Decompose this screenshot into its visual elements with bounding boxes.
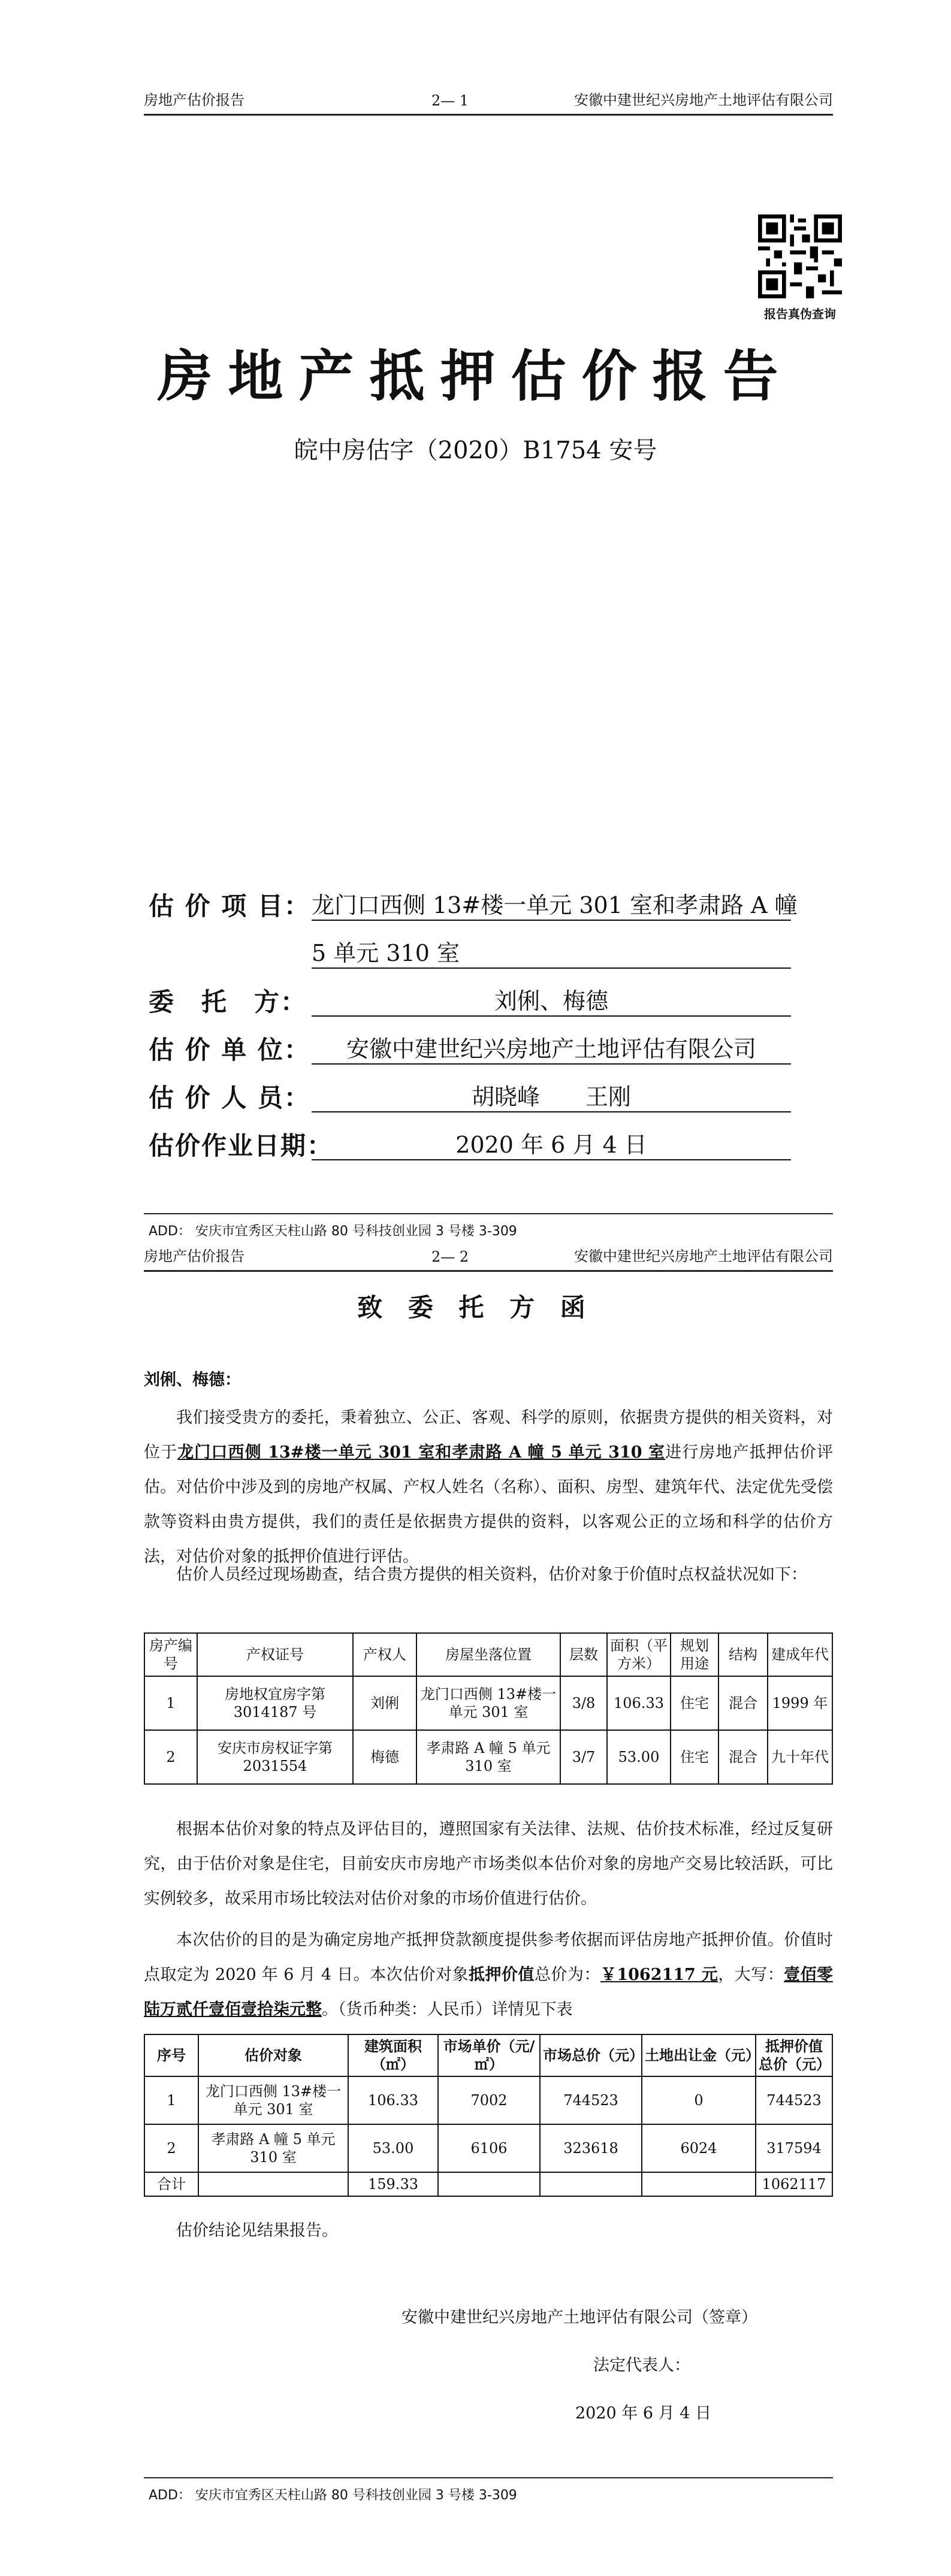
table-row	[144, 2076, 832, 2124]
t2-cell: 2	[144, 2124, 198, 2172]
t1-header: 产权证号	[197, 1633, 353, 1676]
signature-representative: 法定代表人：	[593, 2356, 690, 2375]
t2-cell: 159.33	[348, 2172, 438, 2196]
table-row	[144, 1730, 832, 1784]
t1-cell: 1	[144, 1676, 197, 1730]
t1-header: 产权人	[353, 1633, 416, 1676]
appraisers-value: 胡晓峰 王刚	[312, 1078, 791, 1112]
t2-header: 建筑面积（㎡）	[348, 2034, 438, 2076]
t2-cell: 6106	[438, 2124, 540, 2172]
t2-cell: 6024	[642, 2124, 756, 2172]
t2-cell: 1062117	[756, 2172, 832, 2196]
client-label: 委 托 方：	[149, 987, 307, 1017]
t1-cell: 3/7	[560, 1730, 607, 1784]
t2-header: 市场单价（元/㎡）	[438, 2034, 540, 2076]
project-value-line2: 5 单元 310 室	[312, 935, 791, 969]
signature-date: 2020 年 6 月 4 日	[575, 2404, 711, 2423]
t1-header: 面积（平方米）	[607, 1633, 671, 1676]
t1-cell: 房地权宜房字第 3014187 号	[197, 1676, 353, 1730]
t1-cell: 住宅	[671, 1730, 718, 1784]
paragraph-4-text-c: 总价为：	[534, 1966, 600, 1984]
date-value: 2020 年 6 月 4 日	[312, 1126, 791, 1160]
t1-header: 结构	[718, 1633, 768, 1676]
letter-title: 致 委 托 方 函	[357, 1293, 594, 1322]
t1-cell: 龙门口西侧 13#楼一单元 301 室	[416, 1676, 560, 1730]
paragraph-4-total-amount: ￥1062117 元	[600, 1966, 718, 1984]
appraisers-label: 估 价 人 员：	[149, 1083, 310, 1112]
t2-cell	[540, 2172, 642, 2196]
t1-cell: 住宅	[671, 1676, 718, 1730]
t2-cell: 53.00	[348, 2124, 438, 2172]
t1-cell: 梅德	[353, 1730, 416, 1784]
t2-header: 估价对象	[198, 2034, 348, 2076]
t2-cell: 龙门口西侧 13#楼一单元 301 室	[198, 2076, 348, 2124]
footer-rule	[144, 2477, 833, 2478]
letter-page	[0, 1246, 951, 2576]
t2-header: 市场总价（元）	[540, 2034, 642, 2076]
table-row-total	[144, 2172, 832, 2196]
paragraph-4-amount-in-words: 壹佰零陆万贰仟壹佰壹拾柒元整	[144, 1966, 834, 2019]
header-page-number: 2— 2	[431, 1248, 469, 1265]
t2-header: 抵押价值总价（元）	[756, 2034, 832, 2076]
header-right: 安徽中建世纪兴房地产土地评估有限公司	[574, 92, 833, 108]
t1-cell: 九十年代	[768, 1730, 832, 1784]
t2-cell	[198, 2172, 348, 2196]
project-value-line1: 龙门口西侧 13#楼一单元 301 室和孝肃路 A 幢	[312, 887, 791, 921]
letter-paragraph-3: 根据本估价对象的特点及评估目的，遵照国家有关法律、法规、估价技术标准，经过反复研究，由于估价对象是住宅，目前安庆市房地产市场类似本估价对象的房地产交易比较活跃，可比实例较多，故采用市场比较法对估价对象的市场价值进行估价。	[144, 1820, 833, 1908]
table-row	[144, 1676, 832, 1730]
paragraph-1-text-a: 我们接受贵方的委托，秉着独立、公正、客观、科学的原则，依据贵方提供的相关资料，对位于	[144, 1408, 833, 1462]
t1-header: 规划用途	[671, 1633, 718, 1676]
t2-cell: 323618	[540, 2124, 642, 2172]
t1-header: 房屋坐落位置	[416, 1633, 560, 1676]
project-label: 估 价 项 目：	[149, 891, 310, 921]
t2-cell	[642, 2172, 756, 2196]
footer-rule	[144, 1213, 833, 1214]
header-page-number: 2— 1	[431, 92, 469, 109]
header-right: 安徽中建世纪兴房地产土地评估有限公司	[574, 1248, 833, 1265]
letter-address: ADD： 安庆市宜秀区天柱山路 80 号科技创业园 3 号楼 3-309	[149, 2488, 517, 2503]
table-row	[144, 2124, 832, 2172]
appraiser-org-label: 估 价 单 位：	[149, 1035, 310, 1065]
paragraph-4-text-g: 。（货币种类：人民币）详情见下表	[322, 2000, 573, 2019]
paragraph-4-text-a: 本次估价的目的是为确定房地产抵押贷款额度提供参考依据而评估房地产抵押价值。价值时点取定为 2020 年 6 月 4 日。本次估价对象	[144, 1931, 833, 1984]
t1-header: 建成年代	[768, 1633, 832, 1676]
t2-cell	[438, 2172, 540, 2196]
property-rights-table	[144, 1632, 833, 1785]
paragraph-4-text-e: ，大写：	[718, 1966, 784, 1984]
cover-page	[0, 0, 951, 1246]
paragraph-1-text-c: 进行房地产抵押估价评估。对估价中涉及到的房地产权属、产权人姓名（名称）、面积、房型、建筑年代、法定优先受偿款等资料由贵方提供，我们的责任是依据贵方提供的资料，以客观公正的立场和科学的估价方法，对估价对象的抵押价值进行评估。	[144, 1443, 834, 1566]
t1-cell: 刘俐	[353, 1676, 416, 1730]
t2-header: 序号	[144, 2034, 198, 2076]
letter-paragraph-1	[144, 1401, 833, 1574]
t1-header: 房产编号	[144, 1633, 197, 1676]
t2-cell: 744523	[756, 2076, 832, 2124]
t1-cell: 安庆市房权证字第 2031554	[197, 1730, 353, 1784]
t2-header: 土地出让金（元）	[642, 2034, 756, 2076]
header-left: 房地产估价报告	[144, 1248, 244, 1265]
t1-header: 层数	[560, 1633, 607, 1676]
qr-code-icon	[758, 214, 842, 298]
paragraph-1-address: 龙门口西侧 13#楼一单元 301 室和孝肃路 A 幢 5 单元 310 室	[177, 1443, 666, 1462]
t1-cell: 孝肃路 A 幢 5 单元 310 室	[416, 1730, 560, 1784]
t1-cell: 3/8	[560, 1676, 607, 1730]
letter-paragraph-2: 估价人员经过现场勘查，结合贵方提供的相关资料，估价对象于价值时点权益状况如下：	[176, 1565, 807, 1584]
t2-cell: 0	[642, 2076, 756, 2124]
t2-cell: 317594	[756, 2124, 832, 2172]
t2-cell: 106.33	[348, 2076, 438, 2124]
signature-company: 安徽中建世纪兴房地产土地评估有限公司（签章）	[401, 2308, 757, 2327]
page-header	[144, 90, 833, 116]
t1-cell: 1999 年	[768, 1676, 832, 1730]
letter-paragraph-4	[144, 1923, 833, 2027]
salutation: 刘俐、梅德：	[144, 1371, 241, 1389]
valuation-table	[144, 2034, 833, 2197]
t2-cell: 1	[144, 2076, 198, 2124]
report-title: 房地产抵押估价报告	[157, 344, 794, 409]
qr-caption: 报告真伪查询	[764, 307, 836, 321]
t2-cell: 孝肃路 A 幢 5 单元 310 室	[198, 2124, 348, 2172]
report-number: 皖中房估字（2020）B1754 安号	[294, 437, 657, 464]
page-header	[144, 1246, 833, 1272]
letter-paragraph-5: 估价结论见结果报告。	[176, 2221, 338, 2240]
paragraph-4-mortgage-value: 抵押价值	[469, 1966, 535, 1984]
t2-cell: 744523	[540, 2076, 642, 2124]
t1-cell: 混合	[718, 1730, 768, 1784]
date-label: 估价作业日期：	[149, 1131, 334, 1160]
t1-cell: 106.33	[607, 1676, 671, 1730]
client-value: 刘俐、梅德	[312, 982, 791, 1017]
header-left: 房地产估价报告	[144, 92, 244, 108]
t2-cell: 合计	[144, 2172, 198, 2196]
appraiser-org-value: 安徽中建世纪兴房地产土地评估有限公司	[312, 1030, 791, 1065]
t1-cell: 混合	[718, 1676, 768, 1730]
t1-cell: 2	[144, 1730, 197, 1784]
cover-address: ADD： 安庆市宜秀区天柱山路 80 号科技创业园 3 号楼 3-309	[149, 1224, 517, 1239]
t1-cell: 53.00	[607, 1730, 671, 1784]
t2-cell: 7002	[438, 2076, 540, 2124]
